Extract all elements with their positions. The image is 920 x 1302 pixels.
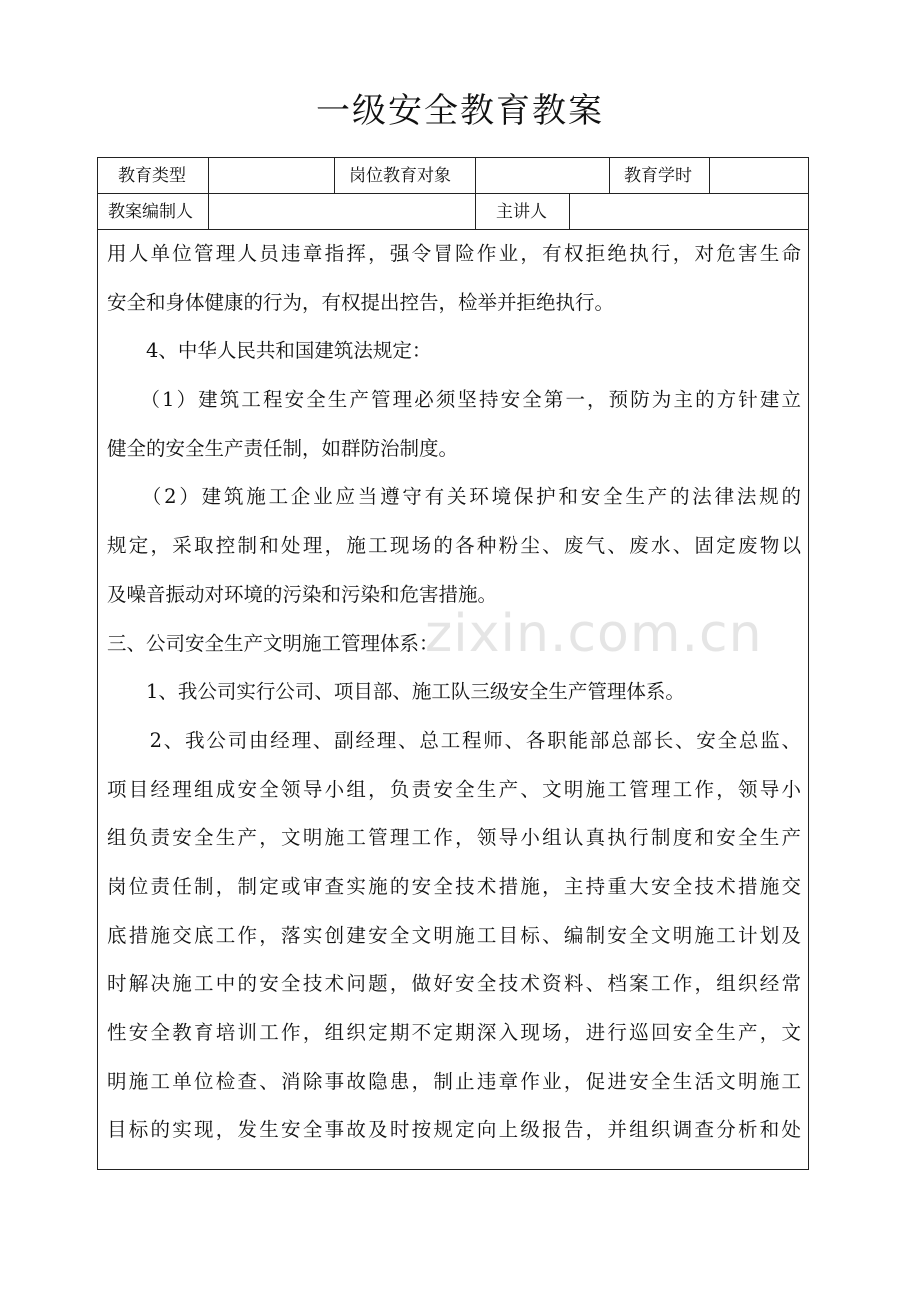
body-line: 1、我公司实行公司、项目部、施工队三级安全生产管理体系。 bbox=[107, 680, 685, 704]
body-line: 组负责安全生产，文明施工管理工作，领导小组认真执行制度和安全生产 bbox=[107, 826, 801, 850]
hours-label: 教育学时 bbox=[610, 158, 710, 194]
body-line: 底措施交底工作，落实创建安全文明施工目标、编制安全文明施工计划及 bbox=[107, 923, 801, 947]
body-line: 健全的安全生产责任制，如群防治制度。 bbox=[107, 436, 459, 460]
watermark: zixin.com.cn bbox=[425, 604, 763, 664]
author-label: 教案编制人 bbox=[98, 194, 209, 230]
body-line: 项目经理组成安全领导小组，负责安全生产、文明施工管理工作，领导小 bbox=[107, 777, 801, 801]
document-title: 一级安全教育教案 bbox=[316, 91, 604, 131]
body-line: 用人单位管理人员违章指挥，强令冒险作业，有权拒绝执行，对危害生命 bbox=[107, 242, 801, 265]
body-line: 明施工单位检查、消除事故隐患，制止违章作业，促进安全生活文明施工 bbox=[107, 1069, 801, 1093]
body-line: 三、公司安全生产文明施工管理体系： bbox=[107, 631, 439, 655]
education-type-value bbox=[209, 158, 335, 194]
target-label: 岗位教育对象 bbox=[335, 158, 476, 194]
body-line: 性安全教育培训工作，组织定期不定期深入现场，进行巡回安全生产，文 bbox=[107, 1021, 801, 1044]
lecturer-value bbox=[570, 194, 808, 230]
body-line: 岗位责任制，制定或审查实施的安全技术措施，主持重大安全技术措施交 bbox=[107, 874, 801, 898]
body-line: （2）建筑施工企业应当遵守有关环境保护和安全生产的法律法规的 bbox=[107, 485, 801, 509]
body-line: 规定，采取控制和处理，施工现场的各种粉尘、废气、废水、固定废物以 bbox=[107, 534, 801, 558]
lesson-body bbox=[107, 230, 801, 1155]
body-line: 时解决施工中的安全技术问题，做好安全技术资料、档案工作，组织经常 bbox=[107, 972, 801, 996]
body-line: 安全和身体健康的行为，有权提出控告，检举并拒绝执行。 bbox=[107, 290, 615, 314]
lecturer-label: 主讲人 bbox=[476, 194, 570, 230]
lesson-plan-table bbox=[97, 157, 809, 1170]
hours-value bbox=[710, 158, 808, 194]
author-value bbox=[209, 194, 476, 230]
target-value bbox=[476, 158, 610, 194]
education-type-label: 教育类型 bbox=[98, 158, 209, 194]
body-line: 及噪音振动对环境的污染和污染和危害措施。 bbox=[107, 582, 498, 606]
body-line: 目标的实现，发生安全事故及时按规定向上级报告，并组织调查分析和处 bbox=[107, 1118, 801, 1142]
body-line: （1）建筑工程安全生产管理必须坚持安全第一，预防为主的方针建立 bbox=[107, 388, 801, 412]
body-line: 2、我公司由经理、副经理、总工程师、各职能部总部长、安全总监、 bbox=[107, 728, 801, 752]
body-line: 4、中华人民共和国建筑法规定： bbox=[107, 339, 432, 363]
